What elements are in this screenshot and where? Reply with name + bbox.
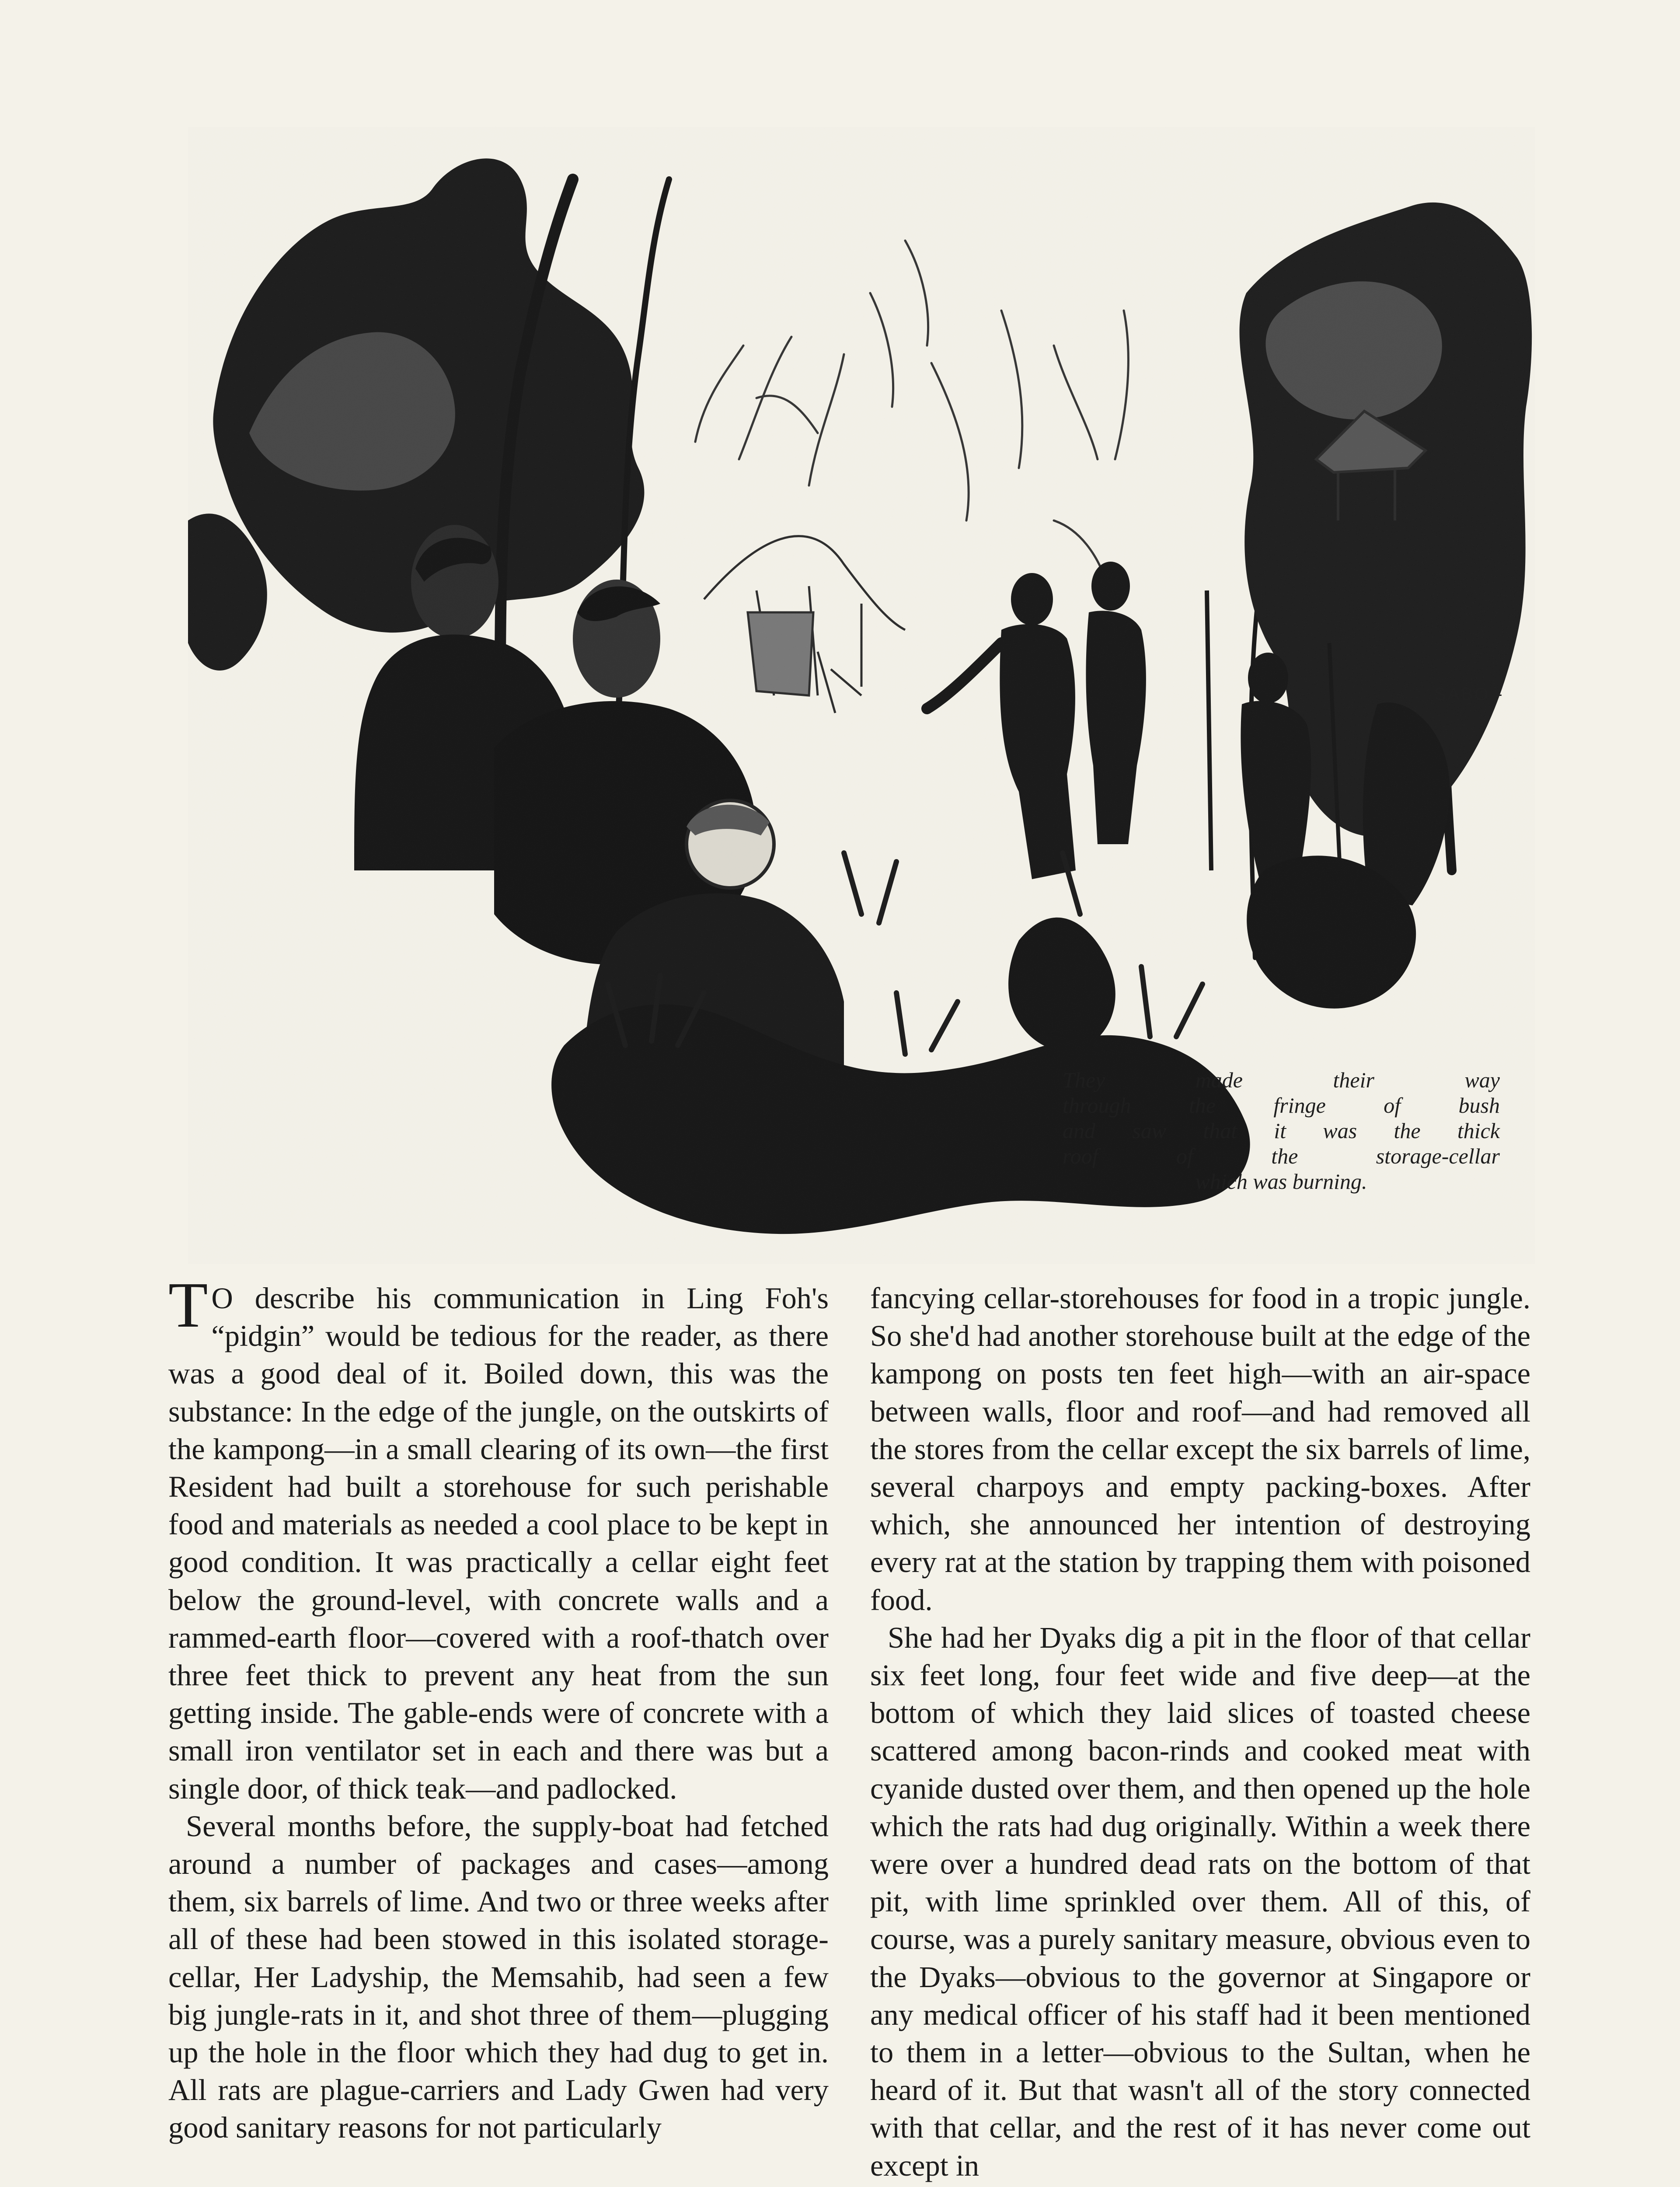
paragraph-text: O describe his communication in Ling Foh's “pidgin” would be tedious for the reader, as there was a good deal of it. Boiled down, this was the substance: In the edge of the jungle, on the outskirts of the kampong—in a small clearing of its own—the first Resident had built a storehouse for such perishable food and materials as needed a cool place to be kept in good condition. It was practically a cellar eight feet below the ground-level, with concrete walls and a rammed-earth floor—covered with a roof-thatch over three feet thick to prevent any heat from the sun getting inside. The gable-ends were of concrete with a small iron ventilator set in each and there was but a single door, of thick teak—and padlocked. — [168, 1282, 829, 1805]
caption-line: roof of the storage-cellar — [1063, 1144, 1500, 1168]
caption-line: and saw that it was the thick — [1063, 1118, 1500, 1143]
text-column-left — [168, 1269, 829, 2147]
artist-signature: SABO - — [1434, 685, 1504, 704]
paragraph — [168, 1269, 829, 1807]
caption-line: They made their way — [1063, 1068, 1500, 1092]
text-column-right — [870, 1279, 1530, 2184]
illustration-caption — [1063, 1067, 1500, 1194]
paragraph: fancying cellar-storehouses for food in a tropic jungle. So she'd had another storehouse built at the edge of the kampong on posts ten feet high—with an air-space between walls, floor and roof—and had removed all the stores from the cellar except the six barrels of lime, several charpoys and empty packing-boxes. After which, she announced her intention of destroying every rat at the station by trapping them with poisoned food. — [870, 1282, 1530, 1617]
caption-line: through the fringe of bush — [1063, 1093, 1500, 1118]
paragraph: Several months before, the supply-boat had fetched around a number of packages and cases—among them, six barrels of lime. And two or three weeks after all of these had been stowed in this isolated storage-cellar, Her Ladyship, the Memsahib, had seen a few big jungle-rats in it, and shot three of them—plugging up the hole in the floor which they had dug to get in. All rats are plague-carriers and Lady Gwen had very good sanitary reasons for not particularly — [168, 1809, 829, 2145]
paragraph: She had her Dyaks dig a pit in the floor of that cellar six feet long, four feet wide and five deep—at the bottom of which they laid slices of toasted cheese scattered among bacon-rinds and cooked meat with cyanide dusted over them, and then opened up the hole which the rats had dug originally. Within a week there were over a hundred dead rats on the bottom of that pit, with lime sprinkled over them. All of this, of course, was a purely sanitary measure, obvious even to the Dyaks—obvious to the governor at Singapore or any medical officer of his staff had it been mentioned to them in a letter—obvious to the Sultan, when he heard of it. But that wasn't all of the story connected with that cellar, and the rest of it has never come out except in — [870, 1621, 1530, 2182]
drop-cap: T — [168, 1269, 208, 1341]
caption-line: which was burning. — [1195, 1169, 1367, 1194]
